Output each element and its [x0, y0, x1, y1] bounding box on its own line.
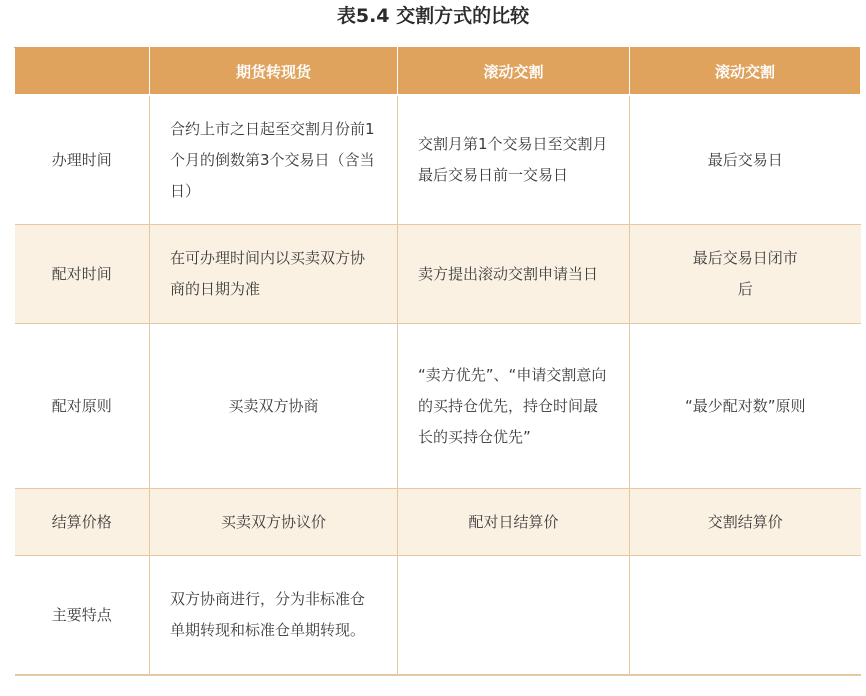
header-row — [15, 48, 861, 96]
table-cell: 最后交易日 — [630, 95, 861, 225]
table-cell: 在可办理时间内以买卖双方协商的日期为准 — [150, 225, 398, 324]
table-row — [15, 95, 861, 225]
table-title: 表5.4 交割方式的比较 — [336, 5, 530, 27]
row-label: 办理时间 — [15, 95, 150, 225]
table-cell: 交割结算价 — [630, 489, 861, 556]
table-cell — [630, 556, 861, 676]
table-cell: 合约上市之日起至交割月份前1个月的倒数第3个交易日（含当日） — [150, 95, 398, 225]
table-row — [15, 489, 861, 556]
table-row — [15, 225, 861, 324]
comparison-table — [14, 47, 861, 676]
table-cell: 最后交易日闭市后 — [630, 225, 861, 324]
table-row — [15, 556, 861, 676]
table-cell: “卖方优先”、“申请交割意向的买持仓优先，持仓时间最长的买持仓优先” — [398, 324, 630, 489]
table-cell: 交割月第1个交易日至交割月最后交易日前一交易日 — [398, 95, 630, 225]
table-cell: 买卖双方协商 — [150, 324, 398, 489]
header-corner — [15, 48, 150, 96]
table-cell: 配对日结算价 — [398, 489, 630, 556]
header-futures-to-spot: 期货转现货 — [150, 48, 398, 96]
row-label: 结算价格 — [15, 489, 150, 556]
table-cell: 卖方提出滚动交割申请当日 — [398, 225, 630, 324]
header-rolling-delivery-2: 滚动交割 — [630, 48, 861, 96]
table-cell: “最少配对数”原则 — [630, 324, 861, 489]
table-row — [15, 324, 861, 489]
table-cell: 双方协商进行，分为非标准仓单期转现和标准仓单期转现。 — [150, 556, 398, 676]
table-cell — [398, 556, 630, 676]
table-cell: 买卖双方协议价 — [150, 489, 398, 556]
header-rolling-delivery: 滚动交割 — [398, 48, 630, 96]
row-label: 配对时间 — [15, 225, 150, 324]
row-label: 配对原则 — [15, 324, 150, 489]
row-label: 主要特点 — [15, 556, 150, 676]
